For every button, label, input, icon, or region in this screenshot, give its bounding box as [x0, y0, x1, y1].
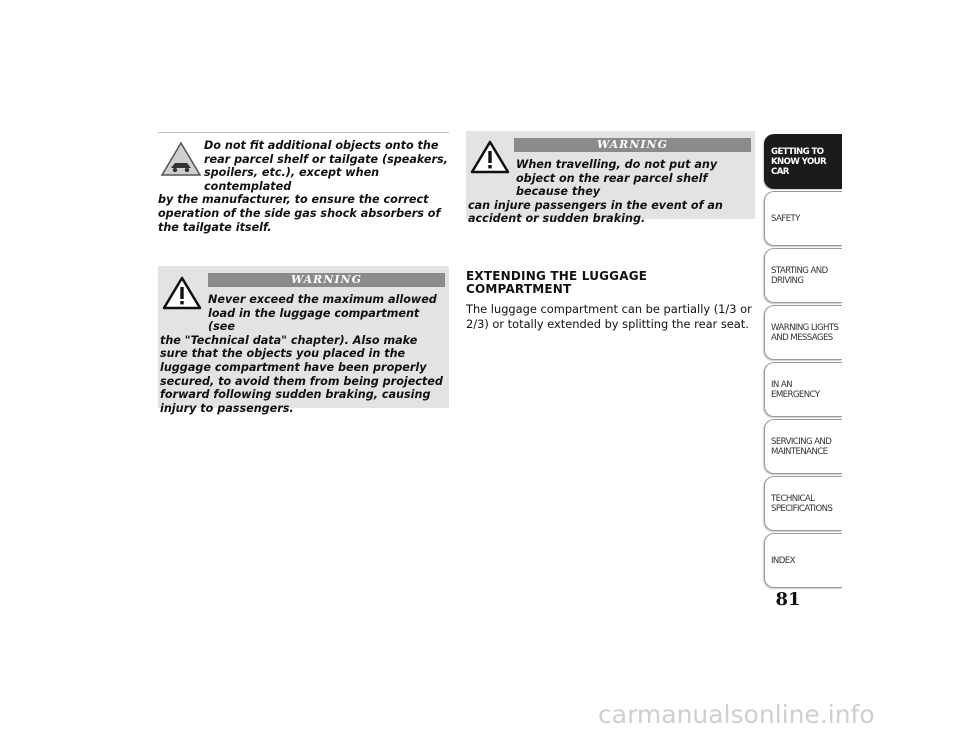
warning-text: Never exceed the maximum allowed load in the luggage compartment (see the "Technical data" chapter). Also make sure that the objects you placed in the luggage compartment have been properly secured, to avoid them from being projected forward following sudden braking, causing injury to passengers. — [160, 293, 443, 415]
warning-title: WARNING — [208, 273, 445, 287]
tab-getting-to-know-your-car[interactable]: GETTING TO KNOW YOUR CAR — [764, 134, 842, 189]
note-text: Do not fit additional objects onto the rear parcel shelf or tailgate (speakers, spoilers, etc.), except when contemplated by the manufacturer, to ensure the correct operation of the side gas shock absorbers of the tailgate itself. — [158, 139, 448, 234]
car-caution-icon — [160, 141, 202, 177]
page-number: 81 — [775, 589, 801, 610]
watermark: carmanualsonline.info — [598, 700, 875, 729]
tab-starting-and-driving[interactable]: STARTING AND DRIVING — [764, 248, 842, 303]
chapter-tabs — [764, 134, 842, 590]
tab-safety[interactable]: SAFETY — [764, 191, 842, 246]
tab-technical-specifications[interactable]: TECHNICAL SPECIFICATIONS — [764, 476, 842, 531]
tab-warning-lights[interactable]: WARNING LIGHTS AND MESSAGES — [764, 305, 842, 360]
warning-box-parcel-shelf — [466, 131, 755, 226]
warning-title: WARNING — [514, 138, 751, 152]
warning-box-load — [158, 266, 449, 415]
section-heading: EXTENDING THE LUGGAGE COMPARTMENT — [466, 269, 648, 296]
warning-text: When travelling, do not put any object on the rear parcel shelf because they can injure passengers in the event of an accident or sudden braking. — [468, 158, 723, 226]
section-body: The luggage compartment can be partially (1/3 or 2/3) or totally extended by splitting the rear seat. — [466, 302, 752, 331]
tab-servicing[interactable]: SERVICING AND MAINTENANCE — [764, 419, 842, 474]
tab-index[interactable]: INDEX — [764, 533, 842, 588]
tab-in-an-emergency[interactable]: IN AN EMERGENCY — [764, 362, 842, 417]
note-box — [158, 132, 449, 234]
